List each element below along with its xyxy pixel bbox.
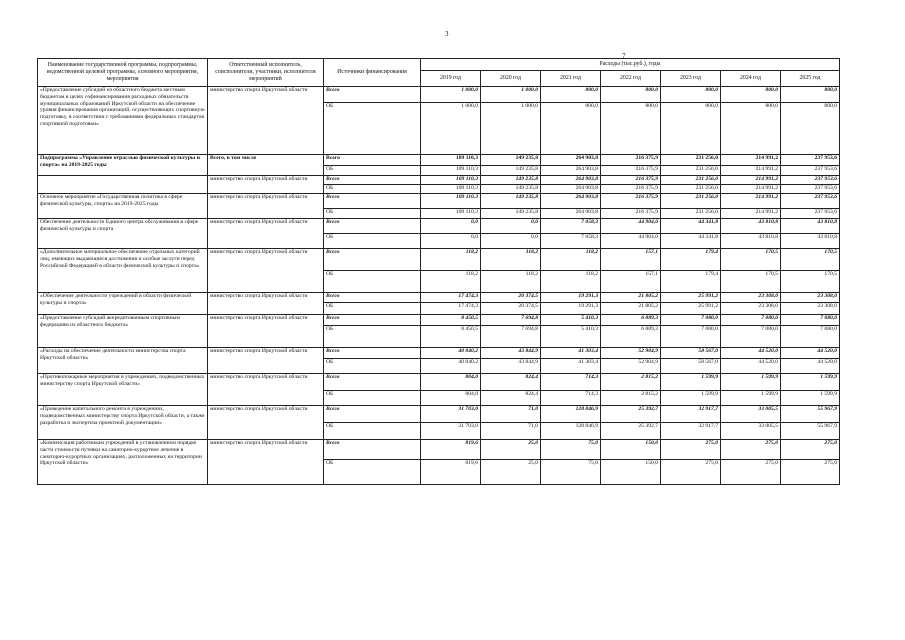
expense-value: 41 303,4 (541, 359, 601, 374)
expense-value: 19 291,3 (541, 293, 601, 303)
expense-value: 43 844,9 (481, 348, 541, 359)
expense-value: 819,6 (421, 460, 481, 485)
expense-value: 31 703,0 (421, 406, 481, 423)
table-row (38, 87, 840, 103)
expense-value: 40 040,2 (421, 359, 481, 374)
table-row (38, 194, 840, 209)
header-year: 2021 год (541, 71, 601, 87)
expense-value: 41 303,4 (541, 348, 601, 359)
program-name: «Противопожарные мероприятия в учреждениях, подведомственных министерству спорта Иркутской области» (38, 374, 208, 406)
expense-value: 170,5 (721, 249, 781, 271)
expense-value: 275,0 (661, 440, 721, 460)
executor: Всего, в том числе (208, 155, 324, 176)
expense-value: 800,0 (781, 103, 840, 155)
expense-value: 275,0 (781, 440, 840, 460)
expense-value: 17 474,3 (421, 303, 481, 315)
executor: министерство спорта Иркутской области (208, 406, 324, 440)
expense-value: 44 904,0 (601, 234, 661, 249)
funding-source: Всего (324, 249, 421, 271)
table-row (38, 315, 840, 326)
expense-value: 231 256,0 (661, 185, 721, 194)
funding-source: ОБ (324, 185, 421, 194)
funding-source: ОБ (324, 166, 421, 176)
budget-table (37, 58, 840, 485)
table-row (38, 374, 840, 391)
funding-source: Всего (324, 406, 421, 423)
expense-value: 170,5 (781, 249, 840, 271)
expense-value: 118,2 (421, 271, 481, 293)
table-body (38, 87, 840, 485)
table-header (38, 59, 840, 87)
expense-value: 52 904,9 (601, 359, 661, 374)
expense-value: 71,0 (481, 423, 541, 440)
expense-value: 264 903,8 (541, 185, 601, 194)
expense-value: 32 917,7 (661, 423, 721, 440)
funding-source: Всего (324, 87, 421, 103)
funding-source: Всего (324, 176, 421, 185)
expense-value: 0,0 (481, 219, 541, 234)
expense-value: 216 375,9 (601, 155, 661, 166)
expense-value: 800,0 (601, 103, 661, 155)
executor: министерство спорта Иркутской области (208, 293, 324, 315)
funding-source: ОБ (324, 359, 421, 374)
expense-value: 1 599,9 (661, 391, 721, 406)
expense-value: 109 110,3 (421, 176, 481, 185)
expense-value: 75,0 (541, 440, 601, 460)
header-year: 2025 год (781, 71, 840, 87)
program-name: «Предоставление субсидий аккредитованным спортивным федерациям из областного бюджета» (38, 315, 208, 348)
expense-value: 800,0 (721, 103, 781, 155)
expense-value: 179,4 (661, 249, 721, 271)
expense-value: 0,0 (481, 234, 541, 249)
expense-value: 150,0 (601, 440, 661, 460)
expense-value: 275,0 (661, 460, 721, 485)
expense-value: 25 991,2 (661, 293, 721, 303)
expense-value: 824,4 (481, 374, 541, 391)
expense-value: 75,0 (541, 460, 601, 485)
table-row (38, 293, 840, 303)
expense-value: 43 810,8 (721, 234, 781, 249)
expense-value: 6 889,3 (601, 315, 661, 326)
expense-value: 800,0 (661, 103, 721, 155)
funding-source: Всего (324, 219, 421, 234)
expense-value: 20 374,5 (481, 293, 541, 303)
expense-value: 44 904,0 (601, 219, 661, 234)
program-name: «Предоставление субсидий из областного бюджета местным бюджетам в целях софинансирования расходных обязательств муниципальных образований Иркутской области на обеспечение уровня финансирования организаций, осуществляющих спортивную подготовку, в соответствии с требованиями федеральных стандартов спортивной подготовки» (38, 87, 208, 155)
expense-value: 1 599,9 (661, 374, 721, 391)
expense-value: 25,0 (481, 460, 541, 485)
expense-value: 170,5 (721, 271, 781, 293)
expense-value: 214 991,2 (721, 185, 781, 194)
expense-value: 264 903,8 (541, 166, 601, 176)
expense-value: 237 953,6 (781, 176, 840, 185)
expense-value: 7 080,0 (781, 326, 840, 348)
expense-value: 118,2 (541, 271, 601, 293)
executor: министерство спорта Иркутской области (208, 374, 324, 406)
expense-value: 237 953,6 (781, 209, 840, 219)
expense-value: 714,3 (541, 391, 601, 406)
expense-value: 216 375,9 (601, 166, 661, 176)
expense-value: 109 110,3 (421, 155, 481, 166)
expense-value: 23 308,0 (781, 293, 840, 303)
expense-value: 71,0 (481, 406, 541, 423)
header-year: 2020 год (481, 71, 541, 87)
expense-value: 237 953,6 (781, 155, 840, 166)
expense-value: 128 846,9 (541, 423, 601, 440)
expense-value: 23 308,0 (781, 303, 840, 315)
expense-value: 118,2 (481, 249, 541, 271)
expense-value: 804,0 (421, 374, 481, 391)
expense-value: 58 567,0 (661, 359, 721, 374)
expense-value: 25 991,2 (661, 303, 721, 315)
expense-value: 8 450,5 (421, 315, 481, 326)
expense-value: 33 005,5 (721, 406, 781, 423)
expense-value: 128 846,9 (541, 406, 601, 423)
expense-value: 118,2 (421, 249, 481, 271)
funding-source: ОБ (324, 460, 421, 485)
expense-value: 1 599,9 (721, 374, 781, 391)
expense-value: 118,2 (481, 271, 541, 293)
header-executor: Ответственный исполнитель, соисполнители, участники, исполнители мероприятий (208, 59, 324, 87)
expense-value: 216 375,9 (601, 176, 661, 185)
expense-value: 44 341,8 (661, 219, 721, 234)
expense-value: 44 341,8 (661, 234, 721, 249)
header-year: 2019 год (421, 71, 481, 87)
expense-value: 5 410,3 (541, 326, 601, 348)
expense-value: 179,4 (661, 271, 721, 293)
expense-value: 170,5 (781, 271, 840, 293)
expense-value: 52 904,9 (601, 348, 661, 359)
expense-value: 264 903,8 (541, 194, 601, 209)
expense-value: 1 599,9 (721, 391, 781, 406)
expense-value: 149 235,8 (481, 185, 541, 194)
program-name: «Проведение капитального ремонта в учреждениях, подведомственных министерству спорта Иркутской области, а также разработка и экспертиза проектной документации» (38, 406, 208, 440)
expense-value: 214 991,2 (721, 166, 781, 176)
funding-source: ОБ (324, 234, 421, 249)
expense-value: 55 967,9 (781, 406, 840, 423)
expense-value: 33 005,5 (721, 423, 781, 440)
expense-value: 264 903,8 (541, 155, 601, 166)
expense-value: 20 374,5 (481, 303, 541, 315)
expense-value: 800,0 (541, 103, 601, 155)
expense-value: 21 805,2 (601, 293, 661, 303)
expense-value: 1 599,9 (781, 374, 840, 391)
expense-value: 23 308,0 (721, 303, 781, 315)
table-row (38, 155, 840, 166)
expense-value: 157,1 (601, 271, 661, 293)
funding-source: ОБ (324, 103, 421, 155)
expense-value: 23 308,0 (721, 293, 781, 303)
expense-value: 0,0 (421, 234, 481, 249)
header-year: 2024 год (721, 71, 781, 87)
expense-value: 1 000,0 (421, 103, 481, 155)
expense-value: 109 110,3 (421, 185, 481, 194)
program-name (38, 176, 208, 194)
expense-value: 32 917,7 (661, 406, 721, 423)
funding-source: Всего (324, 155, 421, 166)
expense-value: 7 694,8 (481, 315, 541, 326)
expense-value: 43 844,9 (481, 359, 541, 374)
expense-value: 800,0 (781, 87, 840, 103)
expense-value: 819,6 (421, 440, 481, 460)
expense-value: 7 058,3 (541, 219, 601, 234)
expense-value: 149 235,8 (481, 176, 541, 185)
expense-value: 43 810,8 (781, 234, 840, 249)
executor: министерство спорта Иркутской области (208, 176, 324, 194)
executor: министерство спорта Иркутской области (208, 249, 324, 293)
expense-value: 150,0 (601, 460, 661, 485)
expense-value: 7 080,0 (661, 326, 721, 348)
expense-value: 149 235,8 (481, 194, 541, 209)
funding-source: Всего (324, 315, 421, 326)
expense-value: 44 520,0 (781, 348, 840, 359)
executor: министерство спорта Иркутской области (208, 315, 324, 348)
expense-value: 231 256,0 (661, 166, 721, 176)
expense-value: 2 815,2 (601, 391, 661, 406)
expense-value: 7 080,0 (721, 326, 781, 348)
header-year: 2022 год (601, 71, 661, 87)
expense-value: 800,0 (541, 87, 601, 103)
funding-source: ОБ (324, 303, 421, 315)
expense-value: 264 903,8 (541, 209, 601, 219)
expense-value: 5 410,3 (541, 315, 601, 326)
program-name: Основное мероприятие «Государственная политика в сфере физической культуры, спорта» на 2019-2025 годы (38, 194, 208, 219)
executor: министерство спорта Иркутской области (208, 194, 324, 219)
expense-value: 231 256,0 (661, 194, 721, 209)
page-number: 3 (445, 30, 449, 38)
expense-value: 237 953,6 (781, 166, 840, 176)
expense-value: 800,0 (601, 87, 661, 103)
expense-value: 214 991,2 (721, 176, 781, 185)
expense-value: 231 256,0 (661, 155, 721, 166)
expense-value: 109 110,3 (421, 166, 481, 176)
program-name: «Обеспечение деятельности учреждений в области физической культуры и спорта» (38, 293, 208, 315)
expense-value: 40 040,2 (421, 348, 481, 359)
funding-source: Всего (324, 440, 421, 460)
expense-value: 1 000,0 (481, 87, 541, 103)
expense-value: 25,0 (481, 440, 541, 460)
expense-value: 264 903,8 (541, 176, 601, 185)
header-year: 2023 год (661, 71, 721, 87)
expense-value: 21 805,2 (601, 303, 661, 315)
expense-value: 157,1 (601, 249, 661, 271)
program-name: «Расходы на обеспечение деятельности министерства спорта Иркутской области» (38, 348, 208, 374)
expense-value: 43 810,8 (721, 219, 781, 234)
table-row (38, 219, 840, 234)
expense-value: 44 520,0 (721, 359, 781, 374)
expense-value: 19 291,3 (541, 303, 601, 315)
expense-value: 17 474,3 (421, 293, 481, 303)
table-row (38, 176, 840, 185)
expense-value: 118,2 (541, 249, 601, 271)
executor: министерство спорта Иркутской области (208, 87, 324, 155)
funding-source: ОБ (324, 209, 421, 219)
expense-value: 275,0 (781, 460, 840, 485)
page-mark: 7 (622, 52, 626, 60)
expense-value: 149 235,8 (481, 155, 541, 166)
expense-value: 7 080,0 (661, 315, 721, 326)
expense-value: 109 110,3 (421, 194, 481, 209)
header-expenses: Расходы (тыс.руб.), годы (421, 59, 840, 71)
funding-source: Всего (324, 293, 421, 303)
expense-value: 1 000,0 (481, 103, 541, 155)
funding-source: Всего (324, 194, 421, 209)
table-row (38, 249, 840, 271)
expense-value: 0,0 (421, 219, 481, 234)
expense-value: 1 000,0 (421, 87, 481, 103)
expense-value: 216 375,9 (601, 194, 661, 209)
expense-value: 275,0 (721, 460, 781, 485)
header-name: Наименование государственной программы, подпрограммы, ведомственной целевой программы, основного мероприятия, мероприятия (38, 59, 208, 87)
expense-value: 7 080,0 (781, 315, 840, 326)
expense-value: 1 599,9 (781, 391, 840, 406)
expense-value: 149 235,8 (481, 209, 541, 219)
expense-value: 275,0 (721, 440, 781, 460)
expense-value: 214 991,2 (721, 194, 781, 209)
expense-value: 6 889,3 (601, 326, 661, 348)
expense-value: 237 953,6 (781, 194, 840, 209)
expense-value: 109 110,3 (421, 209, 481, 219)
expense-value: 237 953,6 (781, 185, 840, 194)
funding-source: Всего (324, 348, 421, 359)
expense-value: 25 392,7 (601, 406, 661, 423)
program-name: «Компенсация работникам учреждений в установленном порядке части стоимости путевки на санаторно-курортное лечение в санаторно-курортных организациях, расположенных на территории Иркутской области» (38, 440, 208, 485)
expense-value: 44 520,0 (721, 348, 781, 359)
executor: министерство спорта Иркутской области (208, 440, 324, 485)
expense-value: 214 991,2 (721, 209, 781, 219)
expense-value: 216 375,9 (601, 209, 661, 219)
expense-value: 2 815,2 (601, 374, 661, 391)
expense-value: 824,4 (481, 391, 541, 406)
expense-value: 800,0 (721, 87, 781, 103)
expense-value: 43 810,8 (781, 219, 840, 234)
executor: министерство спорта Иркутской области (208, 219, 324, 249)
funding-source: ОБ (324, 326, 421, 348)
header-source: Источники финансирования (324, 59, 421, 87)
expense-value: 7 058,3 (541, 234, 601, 249)
table-row (38, 348, 840, 359)
expense-value: 55 967,9 (781, 423, 840, 440)
expense-value: 7 694,8 (481, 326, 541, 348)
expense-value: 7 080,0 (721, 315, 781, 326)
program-name: Обеспечение деятельности Единого центра обслуживания в сфере физической культуры и спорта (38, 219, 208, 249)
expense-value: 214 991,2 (721, 155, 781, 166)
expense-value: 8 450,5 (421, 326, 481, 348)
program-name: «Дополнительное материальное обеспечение отдельных категорий лиц, имеющих выдающиеся достижения и особые заслуги перед Российской Федерацией в области физической культуры и спорта» (38, 249, 208, 293)
expense-value: 58 567,0 (661, 348, 721, 359)
expense-value: 44 520,0 (781, 359, 840, 374)
funding-source: ОБ (324, 271, 421, 293)
expense-value: 231 256,0 (661, 176, 721, 185)
expense-value: 149 235,8 (481, 166, 541, 176)
funding-source: ОБ (324, 391, 421, 406)
funding-source: Всего (324, 374, 421, 391)
expense-value: 800,0 (661, 87, 721, 103)
executor: министерство спорта Иркутской области (208, 348, 324, 374)
expense-value: 25 392,7 (601, 423, 661, 440)
table-row (38, 440, 840, 460)
expense-value: 216 375,9 (601, 185, 661, 194)
program-name: Подпрограмма «Управление отраслью физической культуры и спорта» на 2019-2025 годы (38, 155, 208, 176)
funding-source: ОБ (324, 423, 421, 440)
expense-value: 231 256,0 (661, 209, 721, 219)
expense-value: 714,3 (541, 374, 601, 391)
expense-value: 31 703,0 (421, 423, 481, 440)
expense-value: 804,0 (421, 391, 481, 406)
table-row (38, 406, 840, 423)
